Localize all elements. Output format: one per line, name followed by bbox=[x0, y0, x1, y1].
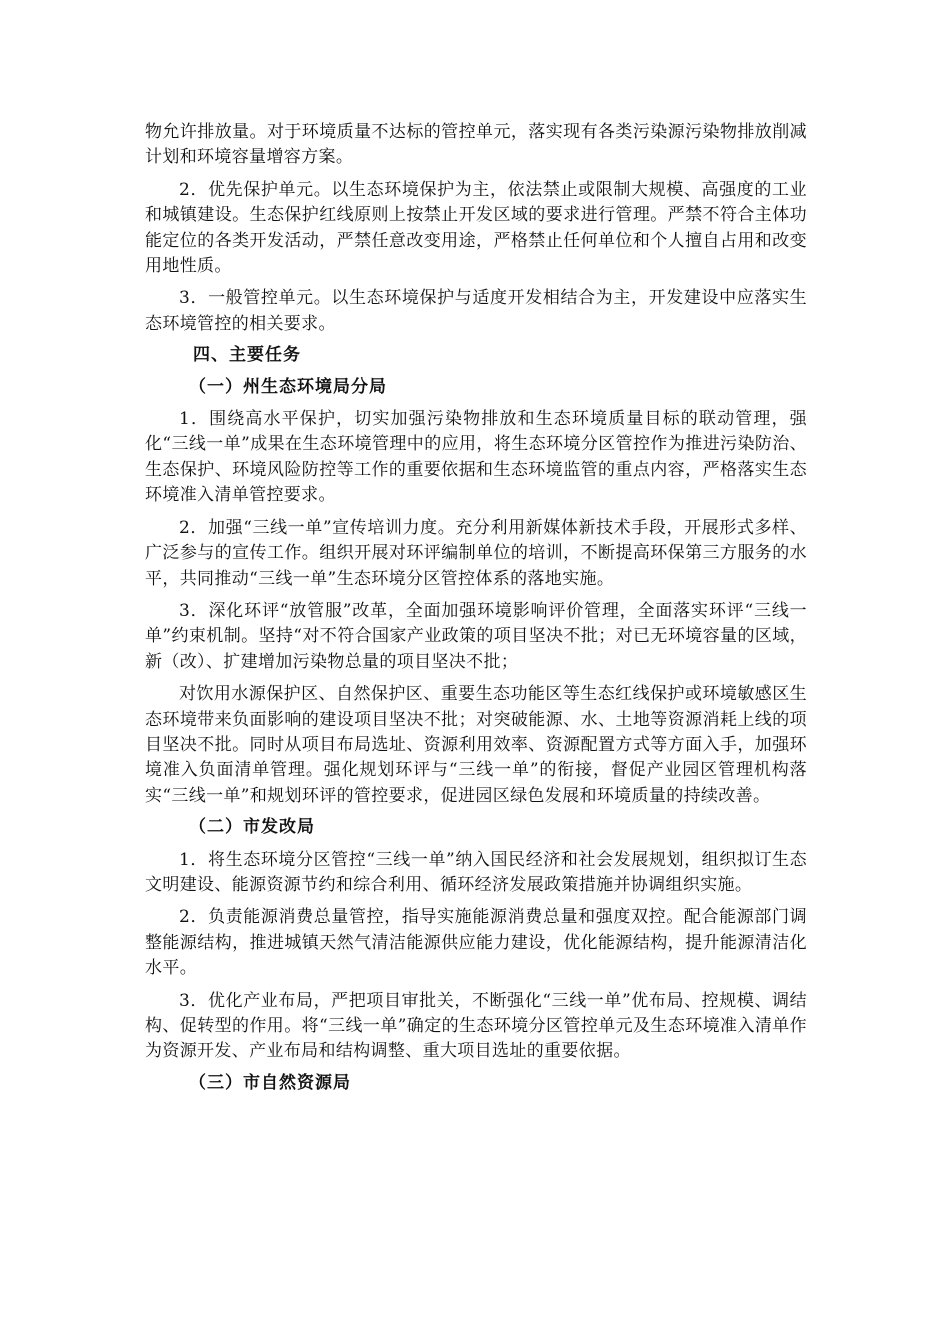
paragraph-ecology-task-1: 1．围绕高水平保护，切实加强污染物排放和生态环境质量目标的联动管理，强化“三线一单”成果在生态环境管理中的应用，将生态环境分区管控作为推进污染防治、生态保护、环境风险防控等工作的重要依据和生态环境监管的重点内容，严格落实生态环境准入清单管控要求。 bbox=[145, 409, 807, 506]
paragraph-ecology-task-3-continued: 对饮用水源保护区、自然保护区、重要生态功能区等生态红线保护或环境敏感区生态环境带来负面影响的建设项目坚决不批；对突破能源、水、土地等资源消耗上线的项目坚决不批。同时从项目布局选址、资源利用效率、资源配置方式等方面入手，加强环境准入负面清单管理。强化规划环评与“三线一单”的衔接，督促产业园区管理机构落实“三线一单”和规划环评的管控要求，促进园区绿色发展和环境质量的持续改善。 bbox=[145, 684, 807, 806]
paragraph-reform-task-1: 1．将生态环境分区管控“三线一单”纳入国民经济和社会发展规划，组织拟订生态文明建设、能源资源节约和综合利用、循环经济发展政策措施并协调组织实施。 bbox=[145, 849, 807, 895]
section-heading-main-tasks: 四、主要任务 bbox=[193, 345, 301, 366]
subsection-heading-natural-resources-bureau: （三）市自然资源局 bbox=[189, 1072, 351, 1093]
paragraph-ecology-task-2: 2．加强“三线一单”宣传培训力度。充分利用新媒体新技术手段，开展形式多样、广泛参与的宣传工作。组织开展对环评编制单位的培训，不断提高环保第三方服务的水平，共同推动“三线一单”生态环境分区管控体系的落地实施。 bbox=[145, 517, 807, 589]
paragraph-emission-limit: 物允许排放量。对于环境质量不达标的管控单元，落实现有各类污染源污染物排放削减计划和环境容量增容方案。 bbox=[145, 122, 807, 168]
paragraph-reform-task-3: 3．优化产业布局，严把项目审批关，不断强化“三线一单”优布局、控规模、调结构、促转型的作用。将“三线一单”确定的生态环境分区管控单元及生态环境准入清单作为资源开发、产业布局和结构调整、重大项目选址的重要依据。 bbox=[145, 990, 807, 1062]
paragraph-priority-protection-unit: 2．优先保护单元。以生态环境保护为主，依法禁止或限制大规模、高强度的工业和城镇建设。生态保护红线原则上按禁止开发区域的要求进行管理。严禁不符合主体功能定位的各类开发活动，严禁任意改变用途，严格禁止任何单位和个人擅自占用和改变用地性质。 bbox=[145, 179, 807, 277]
paragraph-reform-task-2: 2．负责能源消费总量管控，指导实施能源消费总量和强度双控。配合能源部门调整能源结构，推进城镇天然气清洁能源供应能力建设，优化能源结构，提升能源清洁化水平。 bbox=[145, 907, 807, 979]
document-page bbox=[145, 120, 807, 1096]
subsection-heading-development-reform-bureau: （二）市发改局 bbox=[189, 817, 315, 838]
subsection-heading-ecology-bureau: （一）州生态环境局分局 bbox=[189, 376, 387, 397]
paragraph-general-control-unit: 3．一般管控单元。以生态环境保护与适度开发相结合为主，开发建设中应落实生态环境管控的相关要求。 bbox=[145, 288, 807, 334]
paragraph-ecology-task-3: 3．深化环评“放管服”改革，全面加强环境影响评价管理，全面落实环评“三线一单”约束机制。坚持“对不符合国家产业政策的项目坚决不批；对已无环境容量的区域，新（改）、扩建增加污染物总量的项目坚决不批； bbox=[145, 600, 807, 672]
